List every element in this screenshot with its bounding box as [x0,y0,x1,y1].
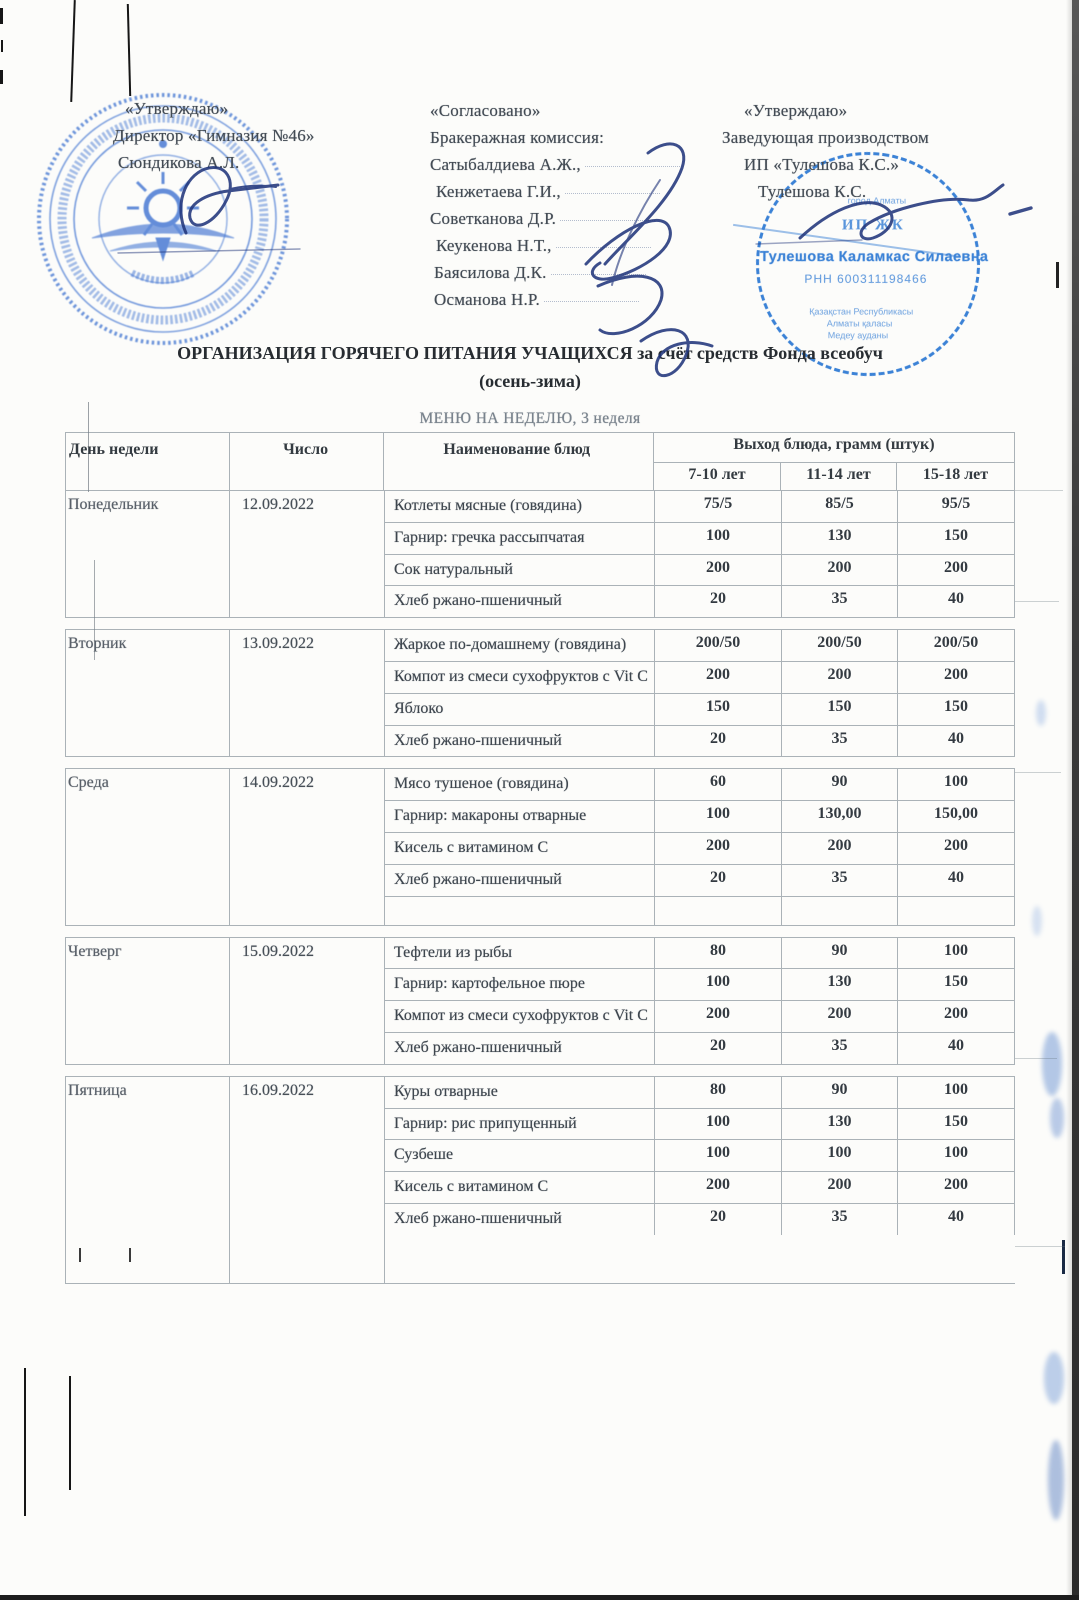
header-right-block [722,97,929,205]
dish-name-cell: Яблоко [385,694,655,725]
dish-value-cell: 20 [655,586,782,617]
dish-value-cell: 90 [782,769,898,800]
dish-value-cell [655,897,782,925]
dish-value-cell: 20 [655,726,782,757]
col-header-date: Число [230,433,385,490]
dish-value-cell: 130,00 [782,801,898,832]
dish-name-cell: Кисель с витамином С [385,1172,655,1203]
dish-rows [385,1077,1015,1283]
scan-edge-haze [1066,0,1072,1600]
day-cell: Среда [65,769,230,924]
dish-value-cell: 35 [782,1033,898,1064]
menu-table [65,432,1015,1295]
header-left-block [113,95,315,176]
dish-value-cell: 35 [782,1204,898,1235]
stamp-region-line: Алматы қаласы [826,318,893,329]
dish-row [385,1109,1015,1141]
age-col-header: 11-14 лет [781,463,897,490]
dish-row [385,555,1015,587]
date-cell: 16.09.2022 [230,1077,385,1283]
dish-value-cell: 200 [782,1001,898,1032]
dish-value-cell: 40 [898,1033,1015,1064]
day-cell: Пятница [65,1077,230,1283]
signature-line [560,220,655,221]
dish-value-cell: 35 [782,726,898,757]
document-title: ОРГАНИЗАЦИЯ ГОРЯЧЕГО ПИТАНИЯ УЧАЩИХСЯ за счёт средств Фонда всеобуч [177,343,883,363]
dish-name-cell: Жаркое по-домашнему (говядина) [385,630,655,661]
dish-row [385,938,1015,970]
dish-value-cell: 85/5 [782,491,898,522]
dish-value-cell: 200 [898,662,1015,693]
dish-row [385,726,1015,757]
dish-value-cell: 100 [655,523,782,554]
dish-value-cell: 200 [782,1172,898,1203]
day-block [65,629,1015,757]
dish-value-cell: 150 [898,1109,1015,1140]
day-block [65,937,1015,1065]
date-cell: 14.09.2022 [230,769,385,924]
dish-name-cell: Хлеб ржано-пшеничный [385,1033,655,1064]
header-middle-block [430,97,680,313]
ghost-table-line [1015,1246,1065,1247]
dish-name-cell: Гарнир: гречка рассыпчатая [385,523,655,554]
output-header-label: Выход блюда, грамм (штук) [654,433,1014,463]
date-cell: 13.09.2022 [230,630,385,756]
dish-value-cell: 100 [655,801,782,832]
ghost-table-line [1015,1058,1057,1059]
dish-value-cell: 100 [898,1140,1015,1171]
dish-name-cell: Гарнир: картофельное пюре [385,969,655,1000]
dish-value-cell: 75/5 [655,491,782,522]
approve-left-label: «Утверждаю» [125,99,229,118]
dish-rows [385,491,1015,617]
dish-value-cell: 20 [655,1033,782,1064]
day-block [65,491,1015,618]
stamp-city: город Алматы [847,195,907,206]
dish-value-cell: 150 [898,969,1015,1000]
dish-row [385,586,1015,617]
stamp-owner-name: Тулешова Каламкас Силаевна [759,249,989,266]
dish-value-cell: 150 [782,694,898,725]
dish-value-cell: 95/5 [898,491,1015,522]
dish-value-cell: 100 [898,769,1015,800]
signature-line [556,247,651,248]
dish-value-cell: 200 [898,1001,1015,1032]
dish-row [385,1140,1015,1172]
dish-name-cell: Кисель с витамином С [385,833,655,864]
scan-stroke-mark [127,4,131,96]
dish-value-cell [898,897,1015,925]
date-cell: 15.09.2022 [230,938,385,1064]
dish-row [385,1001,1015,1033]
agreed-label: «Согласовано» [430,101,541,120]
date-cell: 12.09.2022 [230,491,385,617]
signature-line [551,274,646,275]
scan-stroke-mark [69,1376,71,1490]
signature-line [585,166,680,167]
dish-value-cell: 60 [655,769,782,800]
dish-value-cell: 200/50 [898,630,1015,661]
day-cell: Вторник [65,630,230,756]
ink-smudge [1044,1352,1064,1404]
dish-rows [385,630,1015,756]
dish-value-cell: 200/50 [782,630,898,661]
dish-value-cell: 20 [655,1204,782,1235]
dish-name-cell: Гарнир: рис припущенный [385,1109,655,1140]
dish-value-cell: 130 [782,523,898,554]
dish-value-cell: 150 [898,523,1015,554]
day-cell: Понедельник [65,491,230,617]
ghost-table-line [1015,490,1063,491]
dish-name-cell: Хлеб ржано-пшеничный [385,1204,655,1235]
dish-name-cell: Гарнир: макароны отварные [385,801,655,832]
dish-name-cell: Котлеты мясные (говядина) [385,491,655,522]
ink-smudge [1050,1098,1064,1138]
dish-name-cell: Мясо тушеное (говядина) [385,769,655,800]
dish-value-cell: 100 [898,938,1015,969]
dish-value-cell: 90 [782,1077,898,1108]
commission-member: Баясилова Д.К. [434,263,547,282]
day-block [65,768,1015,925]
dish-value-cell: 200 [655,662,782,693]
dish-row [385,523,1015,555]
director-role: Директор «Гимназия №46» [113,126,315,145]
dish-value-cell: 200 [782,662,898,693]
scan-stroke-mark [24,1368,26,1516]
dish-value-cell: 35 [782,865,898,896]
day-block [65,1076,1015,1284]
dish-value-cell: 200 [898,833,1015,864]
stamp-region-line: Медеу ауданы [827,330,889,341]
dish-value-cell: 100 [655,969,782,1000]
commission-member: Сатыбалдиева А.Ж., [430,155,581,174]
dish-name-cell: Хлеб ржано-пшеничный [385,726,655,757]
dish-value-cell: 130 [782,1109,898,1140]
dish-value-cell: 80 [655,938,782,969]
director-name: Сюндикова А.Л. [118,153,240,172]
dish-name-cell: Куры отварные [385,1077,655,1108]
scan-stroke-mark [0,70,3,84]
dish-name-cell: Компот из смеси сухофруктов с Vit C [385,662,655,693]
age-col-header: 15-18 лет [922,466,989,483]
dish-value-cell: 20 [655,865,782,896]
menu-table-days [65,491,1015,1284]
stamp-region-line: Қазақстан Республикасы [809,306,914,317]
dish-row [385,833,1015,865]
dish-value-cell: 200 [782,833,898,864]
dish-rows [385,769,1015,924]
commission-label: Бракеражная комиссия: [430,128,605,147]
dish-value-cell: 100 [655,1140,782,1171]
dish-value-cell: 150 [655,694,782,725]
dish-row [385,1172,1015,1204]
ink-smudge [1032,906,1042,936]
ink-smudge [1048,1440,1064,1520]
dish-name-cell: Тефтели из рыбы [385,938,655,969]
menu-week-label: МЕНЮ НА НЕДЕЛЮ, 3 неделя [419,410,641,427]
signature-line [565,193,660,194]
stamp-ip-label: ИП ЖК [841,217,905,234]
dish-name-cell: Хлеб ржано-пшеничный [385,586,655,617]
dish-row [385,630,1015,662]
document-subtitle: (осень-зима) [479,371,581,391]
signature-line [544,301,639,302]
commission-member: Советканова Д.Р. [430,209,557,228]
dish-value-cell: 40 [898,726,1015,757]
dish-name-cell: Сузбеше [385,1140,655,1171]
stamp-rnn: РНН 600311198466 [804,271,928,286]
dish-row [385,662,1015,694]
scan-stroke-mark [1056,262,1059,288]
dish-value-cell: 80 [655,1077,782,1108]
dish-value-cell: 200 [782,555,898,586]
ip-org: ИП «Тулешова К.С.» [744,155,900,174]
dish-value-cell: 40 [898,1204,1015,1235]
dish-row [385,969,1015,1001]
dish-value-cell: 40 [898,865,1015,896]
ink-smudge [1042,1032,1062,1096]
scan-stroke-mark [0,8,3,24]
dish-value-cell: 200 [898,555,1015,586]
dish-row [385,694,1015,726]
scan-stroke-mark [1,40,3,52]
scan-edge-shadow [1072,0,1079,1600]
dish-name-cell: Компот из смеси сухофруктов с Vit C [385,1001,655,1032]
dish-value-cell: 100 [898,1077,1015,1108]
commission-member: Кеукенова Н.Т., [436,236,552,255]
dish-value-cell [782,897,898,925]
dish-row [385,1204,1015,1283]
dish-row [385,769,1015,801]
dish-row [385,1033,1015,1064]
ghost-table-line [1015,601,1059,602]
dish-value-cell: 200 [655,1001,782,1032]
dish-value-cell: 200 [655,555,782,586]
dish-value-cell: 150 [898,694,1015,725]
dish-name-cell: Сок натуральный [385,555,655,586]
dish-row [385,897,1015,925]
col-header-dish: Наименование блюд [384,433,654,490]
age-columns-row [654,463,1014,490]
dish-value-cell: 100 [655,1109,782,1140]
day-cell: Четверг [65,938,230,1064]
commission-member: Османова Н.Р. [434,290,540,309]
dish-value-cell: 35 [782,586,898,617]
age-col-header: 7-10 лет [654,463,781,490]
col-header-output [654,433,1015,490]
dish-value-cell: 130 [782,969,898,1000]
approve-right-label: «Утверждаю» [744,101,848,120]
commission-member: Кенжетаева Г.И., [436,182,561,201]
dish-value-cell: 200 [898,1172,1015,1203]
dish-row [385,491,1015,523]
dish-value-cell: 40 [898,586,1015,617]
dish-row [385,801,1015,833]
menu-table-header [65,432,1015,491]
manager-name: Тулешова К.С. [758,182,867,201]
dish-value-cell: 200 [655,833,782,864]
manager-role: Заведующая производством [722,128,929,147]
col-header-day: День недели [65,433,230,490]
ink-smudge [1036,700,1046,726]
dish-value-cell: 200 [655,1172,782,1203]
ghost-table-line [1015,772,1061,773]
dish-name-cell: Хлеб ржано-пшеничный [385,865,655,896]
dish-value-cell: 150,00 [898,801,1015,832]
dish-value-cell: 200/50 [655,630,782,661]
dish-row [385,1077,1015,1109]
dish-rows [385,938,1015,1064]
dish-value-cell: 90 [782,938,898,969]
dish-name-cell [385,897,655,925]
scan-stroke-mark [70,0,76,102]
dish-value-cell: 100 [782,1140,898,1171]
dish-row [385,865,1015,897]
scan-bottom-shadow [0,1595,1079,1600]
